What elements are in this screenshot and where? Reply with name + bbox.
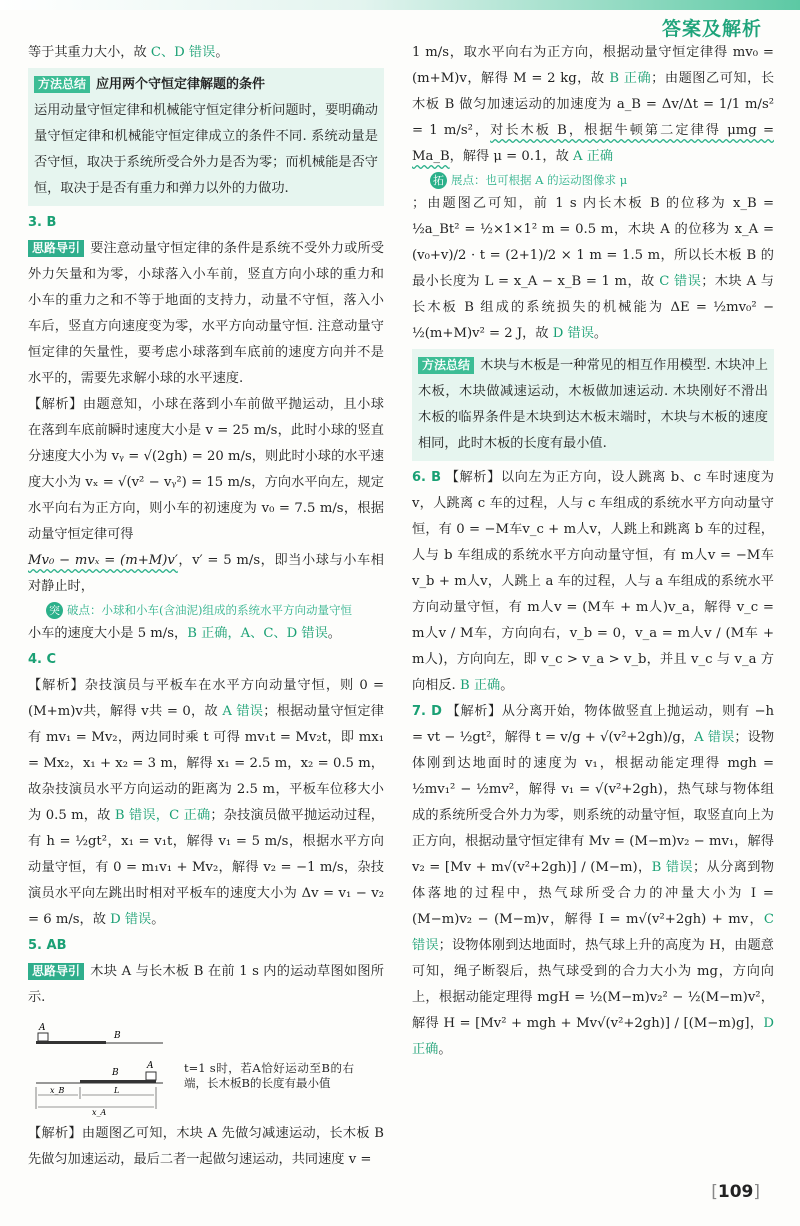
guide-paragraph: 思路导引 木块 A 与长木板 B 在前 1 s 内的运动草图如图所示. [28, 964, 384, 1005]
label-b: B [112, 1068, 119, 1078]
analysis-paragraph: 1 m/s，取水平向右为正方向，根据动量守恒定律得 mv₀ = (m+M)v，解得 M = 2 kg，故 B 正确；由题图乙可知，长木板 B 做匀加速运动的加速度为 a_B = Δv/Δt = 1/1 m/s² = 1 m/s²，对长木板 B，根据牛顿第二定律得 μmg = Ma_B，解得 μ = 0.1，故 A 正确 [412, 45, 775, 164]
label-a: A [147, 1061, 154, 1071]
label-xa: x_A [92, 1108, 107, 1117]
analysis-paragraph: Mv₀ − mvₓ = (m+M)v′，v′ = 5 m/s，即当小球与小车相对静止时， [28, 553, 384, 594]
analysis-paragraph: ；由题图乙可知，前 1 s 内长木板 B 的位移为 x_B = ½a_Bt² = ½×1×1² m = 0.5 m，木块 A 的位移为 x_A = (v₀+v)/2 · t = (2+1)/2 × 1 m = 1.5 m，所以长木板 B 的最小长度为 L = x_A − x_B = 1 m，故 C 错误；木块 A 与长木板 B 组成的系统损失的机械能为 ΔE = ½mv₀² − ½(m+M)v² = 2 J，故 D 错误。 [412, 196, 774, 341]
analysis-paragraph: 【解析】由题意知，小球在落到小车前做平抛运动，且小球在落到车底前瞬时速度大小是 v = 25 m/s，此时小球的竖直分速度大小为 vᵧ = √(2gh) = 20 m/s，则此时小球的水平速度大小为 vₓ = √(v² − vᵧ²) = 15 m/s，方向水平向左，规定水平向右为正方向，则小车的初速度为 v₀ = 7.5 m/s，根据动量守恒定律可得 [28, 397, 384, 542]
method-summary-box [412, 349, 774, 461]
box-text: 运用动量守恒定律和机械能守恒定律分析问题时，要明确动量守恒定律和机械能守恒定律成立的条件不同. 系统动量是否守恒，取决于系统所受合外力是否为零；而机械能是否守恒，取决于是否有重力和弹力以外的力做功. [34, 103, 378, 196]
board-b-initial [36, 1041, 106, 1044]
motion-diagram [28, 1017, 384, 1117]
analysis-paragraph: 6. B 【解析】以向左为正方向，设人跳离 b、c 车时速度为 v，人跳离 c 车的过程，人与 c 车组成的系统水平方向动量守恒，有 0 = −M车v_c + m人v，人跳上和跳离 b 车的过程，人与 b 车组成的系统水平方向动量守恒，有 m人v = −M车v_b + m人v，人跳上 a 车的过程，人与 a 车组成的系统水平方向动量守恒，有 m人v = (M车 + m人)v_a，解得 v_c = m人v / M车，方向向右，v_b = 0，v_a = m人v / (M车 + m人)，方向向左，即 v_c > v_a > v_b，并且 v_c 与 v_a 方向相反. B 正确。 [412, 470, 774, 693]
question-number: 5. AB [28, 938, 67, 953]
analysis-paragraph: 【解析】由题图乙可知，木块 A 先做匀减速运动，长木板 B 先做匀加速运动，最后二者一起做匀速运动，共同速度 v = [28, 1126, 384, 1167]
extension-icon: 拓 [430, 172, 447, 189]
guide-paragraph: 思路导引 要注意动量守恒定律的条件是系统不受外力或所受外力矢量和为零，小球落入小车前，竖直方向小球的重力和小车的重力之和不等于地面的支持力，动量不守恒，落入小车后，竖直方向速度变为零，水平方向动量守恒. 注意动量守恒定律的矢量性，要考虑小球落到车底前的速度方向并不是水平的，需要先求解小球的水平速度. [28, 241, 384, 386]
page-number: [109] [711, 1182, 760, 1202]
left-column [28, 40, 384, 1173]
question-number: 4. C [28, 652, 57, 667]
analysis-paragraph: 7. D 【解析】从分离开始，物体做竖直上抛运动，则有 −h = vt − ½gt²，解得 t = v/g + √(v²+2gh)/g，A 错误；设物体刚到达地面时的速度为 v₁，根据动能定理得 mgh = ½mv₁² − ½mv²，解得 v₁ = √(v²+2gh)，热气球与物体组成的系统所受合外力为零，则系统的动量守恒，取竖直向上为正方向，根据动量守恒定律有 Mv = (M−m)v₂ − mv₁，解得 v₂ = [Mv + m√(v²+2gh)] / (M−m)，B 错误；从分离到物体落地的过程中，热气球所受合力的冲量大小为 I = (M−m)v₂ − (M−m)v，解得 I = m√(v²+2gh) + mv，C 错误；设物体刚到达地面时，热气球上升的高度为 H，由题意可知，绳子断裂后，热气球受到的合力大小为 mg，方向向上，根据动能定理得 mgH = ½(M−m)v₂² − ½(M−m)v²，解得 H = [Mv² + mgh + Mv√(v²+2gh)] / [(M−m)g]，D 正确。 [412, 704, 775, 1057]
right-column [412, 40, 774, 1063]
method-summary-tag: 方法总结 [418, 357, 474, 374]
block-a-initial [38, 1033, 48, 1041]
board-b-final [80, 1080, 156, 1083]
section-title: 答案及解析 [661, 18, 762, 40]
method-summary-box [28, 68, 384, 206]
label-a: A [39, 1023, 46, 1033]
breakthrough-icon: 突 [46, 602, 63, 619]
extension-note: 拓 展点：也可根据 A 的运动图像求 μ [430, 172, 774, 189]
method-summary-tag: 方法总结 [34, 76, 90, 93]
guide-tag: 思路导引 [28, 240, 84, 257]
breakthrough-note: 突 破点：小球和小车(含油泥)组成的系统水平方向动量守恒 [46, 602, 384, 619]
board-sketch [28, 1017, 178, 1117]
question-number: 7. D [412, 704, 442, 719]
header-gradient-bar [0, 0, 800, 10]
label-l: L [114, 1086, 120, 1095]
label-b: B [114, 1031, 121, 1041]
box-text: 方法总结 木块与木板是一种常见的相互作用模型. 木块冲上木板，木块做减速运动，木板做加速运动. 木块刚好不滑出木板的临界条件是木块到达木板末端时，木块与木板的速度相同，此时木板的长度有最小值. [418, 358, 768, 451]
question-number: 6. B [412, 470, 441, 485]
guide-tag: 思路导引 [28, 963, 84, 980]
analysis-paragraph: 小车的速度大小是 5 m/s，B 正确，A、C、D 错误。 [28, 626, 341, 641]
figure-caption: t=1 s时，若A恰好运动至B的右端，长木板B的长度有最小值 [184, 1061, 354, 1090]
box-title: 应用两个守恒定律解题的条件 [96, 77, 266, 92]
label-xb: x_B [50, 1086, 65, 1095]
block-a-final [146, 1072, 156, 1080]
paragraph: 等于其重力大小，故 C、D 错误。 [28, 45, 229, 60]
question-number: 3. B [28, 215, 57, 230]
analysis-paragraph: 【解析】杂技演员与平板车在水平方向动量守恒，则 0 = (M+m)v共，解得 v共 = 0，故 A 错误；根据动量守恒定律有 mv₁ = Mv₂，两边同时乘 t 可得 mv₁t = Mv₂t，即 mx₁ = Mx₂，x₁ + x₂ = 3 m，解得 x₁ = 2.5 m，x₂ = 0.5 m，故杂技演员水平方向运动的距离为 2.5 m，平板车位移大小为 0.5 m，故 B 错误，C 正确；杂技演员做平抛运动过程，有 h = ½gt²，x₁ = v₁t，解得 v₁ = 5 m/s，根据水平方向动量守恒，有 0 = m₁v₁ + Mv₂，解得 v₂ = −1 m/s，杂技演员水平向左跳出时相对平板车的速度大小为 Δv = v₁ − v₂ = 6 m/s，故 D 错误。 [28, 678, 384, 927]
